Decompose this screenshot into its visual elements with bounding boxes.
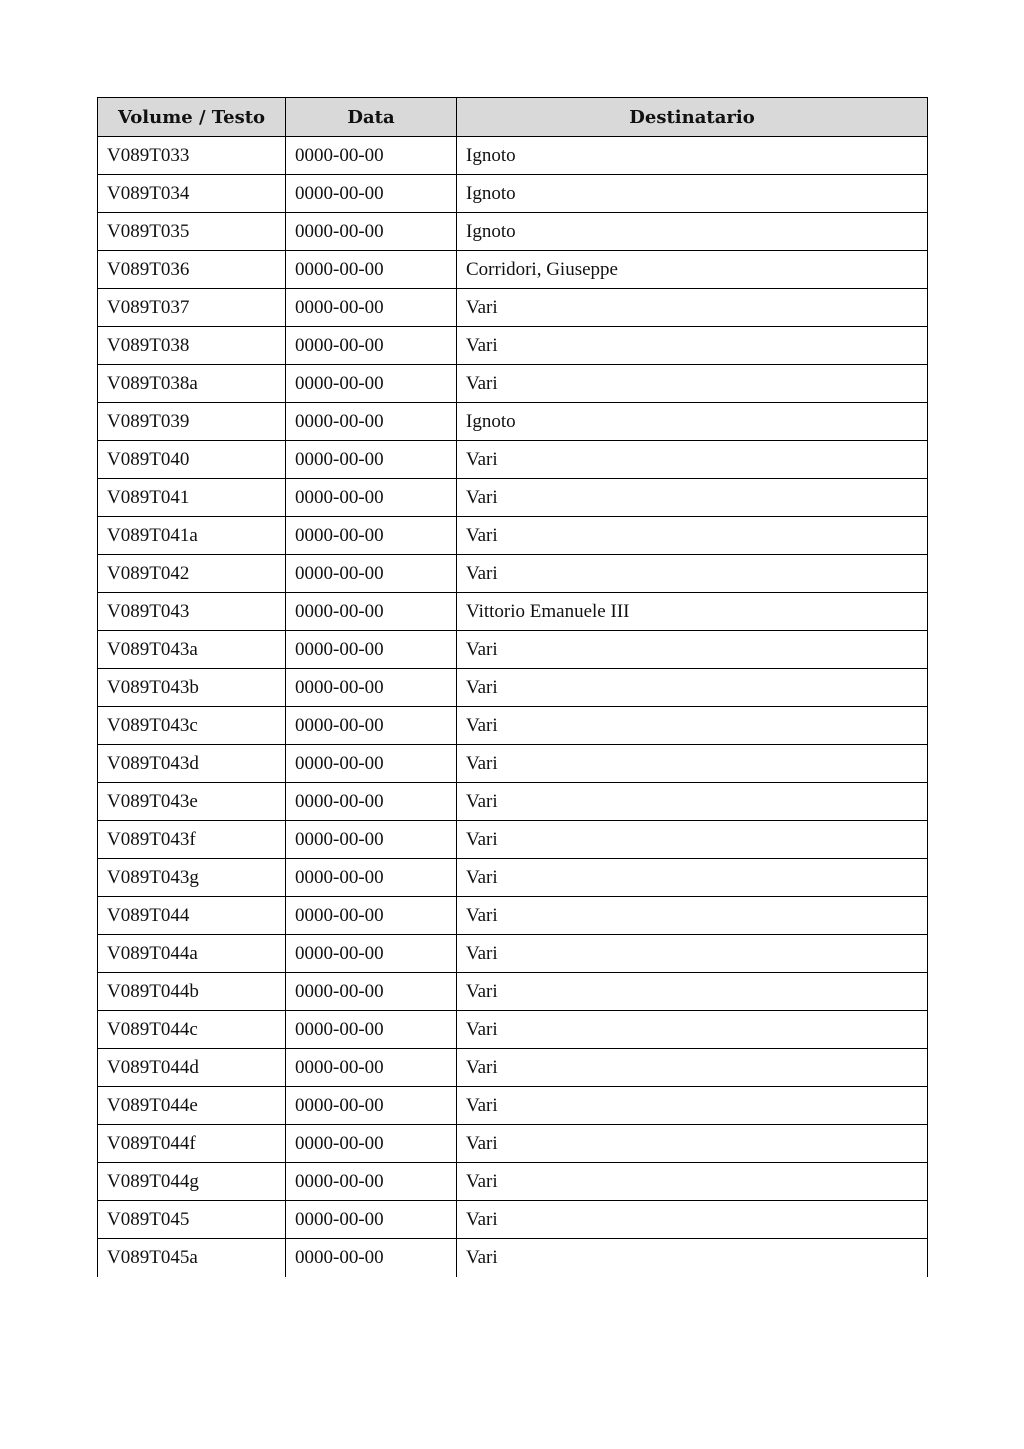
cell-data: 0000-00-00 xyxy=(286,1201,457,1239)
cell-data: 0000-00-00 xyxy=(286,1239,457,1277)
cell-volume-testo: V089T033 xyxy=(98,137,286,175)
letters-index-table xyxy=(97,97,928,1277)
cell-destinatario: Vari xyxy=(457,821,928,859)
table-row xyxy=(98,973,928,1011)
table-row xyxy=(98,1201,928,1239)
cell-volume-testo: V089T045 xyxy=(98,1201,286,1239)
table-row xyxy=(98,783,928,821)
table-row xyxy=(98,555,928,593)
cell-data: 0000-00-00 xyxy=(286,289,457,327)
cell-data: 0000-00-00 xyxy=(286,593,457,631)
cell-data: 0000-00-00 xyxy=(286,1087,457,1125)
cell-volume-testo: V089T043e xyxy=(98,783,286,821)
cell-data: 0000-00-00 xyxy=(286,821,457,859)
cell-data: 0000-00-00 xyxy=(286,745,457,783)
table-row xyxy=(98,897,928,935)
table-row xyxy=(98,707,928,745)
cell-volume-testo: V089T040 xyxy=(98,441,286,479)
cell-destinatario: Vari xyxy=(457,859,928,897)
table-row xyxy=(98,441,928,479)
table-row xyxy=(98,403,928,441)
cell-volume-testo: V089T037 xyxy=(98,289,286,327)
cell-volume-testo: V089T041a xyxy=(98,517,286,555)
cell-data: 0000-00-00 xyxy=(286,441,457,479)
header-data: Data xyxy=(286,98,457,137)
table-row xyxy=(98,213,928,251)
cell-destinatario: Vari xyxy=(457,479,928,517)
cell-volume-testo: V089T044b xyxy=(98,973,286,1011)
table-row xyxy=(98,175,928,213)
cell-data: 0000-00-00 xyxy=(286,213,457,251)
table-row xyxy=(98,821,928,859)
table-row xyxy=(98,745,928,783)
cell-data: 0000-00-00 xyxy=(286,555,457,593)
cell-volume-testo: V089T043d xyxy=(98,745,286,783)
table-body xyxy=(98,137,928,1277)
cell-destinatario: Vari xyxy=(457,631,928,669)
cell-data: 0000-00-00 xyxy=(286,403,457,441)
cell-volume-testo: V089T045a xyxy=(98,1239,286,1277)
cell-destinatario: Vari xyxy=(457,1087,928,1125)
cell-destinatario: Vari xyxy=(457,1163,928,1201)
cell-destinatario: Vari xyxy=(457,555,928,593)
table-row xyxy=(98,517,928,555)
cell-data: 0000-00-00 xyxy=(286,1049,457,1087)
cell-data: 0000-00-00 xyxy=(286,175,457,213)
cell-destinatario: Corridori, Giuseppe xyxy=(457,251,928,289)
cell-destinatario: Ignoto xyxy=(457,175,928,213)
table-header xyxy=(98,98,928,137)
cell-volume-testo: V089T044e xyxy=(98,1087,286,1125)
cell-destinatario: Vari xyxy=(457,441,928,479)
cell-destinatario: Vari xyxy=(457,1011,928,1049)
table-row xyxy=(98,1125,928,1163)
cell-volume-testo: V089T044g xyxy=(98,1163,286,1201)
cell-data: 0000-00-00 xyxy=(286,897,457,935)
cell-volume-testo: V089T039 xyxy=(98,403,286,441)
cell-destinatario: Ignoto xyxy=(457,213,928,251)
cell-data: 0000-00-00 xyxy=(286,631,457,669)
cell-destinatario: Ignoto xyxy=(457,403,928,441)
cell-destinatario: Vari xyxy=(457,745,928,783)
cell-data: 0000-00-00 xyxy=(286,1125,457,1163)
cell-destinatario: Vittorio Emanuele III xyxy=(457,593,928,631)
cell-volume-testo: V089T035 xyxy=(98,213,286,251)
cell-volume-testo: V089T038 xyxy=(98,327,286,365)
cell-data: 0000-00-00 xyxy=(286,707,457,745)
cell-data: 0000-00-00 xyxy=(286,365,457,403)
cell-destinatario: Vari xyxy=(457,707,928,745)
cell-data: 0000-00-00 xyxy=(286,859,457,897)
cell-volume-testo: V089T042 xyxy=(98,555,286,593)
cell-data: 0000-00-00 xyxy=(286,479,457,517)
table-row xyxy=(98,859,928,897)
table-row xyxy=(98,479,928,517)
table-row xyxy=(98,1087,928,1125)
cell-destinatario: Vari xyxy=(457,365,928,403)
cell-data: 0000-00-00 xyxy=(286,973,457,1011)
table-row xyxy=(98,1163,928,1201)
cell-volume-testo: V089T044 xyxy=(98,897,286,935)
table-row xyxy=(98,631,928,669)
cell-data: 0000-00-00 xyxy=(286,783,457,821)
cell-data: 0000-00-00 xyxy=(286,669,457,707)
cell-destinatario: Vari xyxy=(457,289,928,327)
cell-volume-testo: V089T043b xyxy=(98,669,286,707)
cell-volume-testo: V089T038a xyxy=(98,365,286,403)
cell-destinatario: Ignoto xyxy=(457,137,928,175)
table-row xyxy=(98,327,928,365)
header-volume-testo: Volume / Testo xyxy=(98,98,286,137)
cell-destinatario: Vari xyxy=(457,1201,928,1239)
cell-destinatario: Vari xyxy=(457,327,928,365)
cell-destinatario: Vari xyxy=(457,1049,928,1087)
cell-data: 0000-00-00 xyxy=(286,327,457,365)
table-row xyxy=(98,935,928,973)
table-row xyxy=(98,1049,928,1087)
cell-data: 0000-00-00 xyxy=(286,935,457,973)
cell-volume-testo: V089T036 xyxy=(98,251,286,289)
table-row xyxy=(98,365,928,403)
cell-destinatario: Vari xyxy=(457,669,928,707)
table-row xyxy=(98,1239,928,1277)
cell-volume-testo: V089T043g xyxy=(98,859,286,897)
cell-volume-testo: V089T043a xyxy=(98,631,286,669)
cell-data: 0000-00-00 xyxy=(286,1163,457,1201)
table-row xyxy=(98,669,928,707)
cell-destinatario: Vari xyxy=(457,897,928,935)
table-row xyxy=(98,593,928,631)
table-row xyxy=(98,289,928,327)
header-destinatario: Destinatario xyxy=(457,98,928,137)
cell-volume-testo: V089T043 xyxy=(98,593,286,631)
cell-data: 0000-00-00 xyxy=(286,517,457,555)
cell-destinatario: Vari xyxy=(457,935,928,973)
cell-destinatario: Vari xyxy=(457,783,928,821)
cell-volume-testo: V089T044c xyxy=(98,1011,286,1049)
table-row xyxy=(98,251,928,289)
cell-destinatario: Vari xyxy=(457,517,928,555)
header-row xyxy=(98,98,928,137)
cell-volume-testo: V089T041 xyxy=(98,479,286,517)
cell-data: 0000-00-00 xyxy=(286,1011,457,1049)
cell-data: 0000-00-00 xyxy=(286,251,457,289)
cell-data: 0000-00-00 xyxy=(286,137,457,175)
cell-volume-testo: V089T043f xyxy=(98,821,286,859)
cell-volume-testo: V089T034 xyxy=(98,175,286,213)
cell-volume-testo: V089T044a xyxy=(98,935,286,973)
table-row xyxy=(98,1011,928,1049)
cell-volume-testo: V089T044d xyxy=(98,1049,286,1087)
cell-volume-testo: V089T044f xyxy=(98,1125,286,1163)
cell-destinatario: Vari xyxy=(457,1239,928,1277)
cell-volume-testo: V089T043c xyxy=(98,707,286,745)
cell-destinatario: Vari xyxy=(457,1125,928,1163)
cell-destinatario: Vari xyxy=(457,973,928,1011)
table-row xyxy=(98,137,928,175)
